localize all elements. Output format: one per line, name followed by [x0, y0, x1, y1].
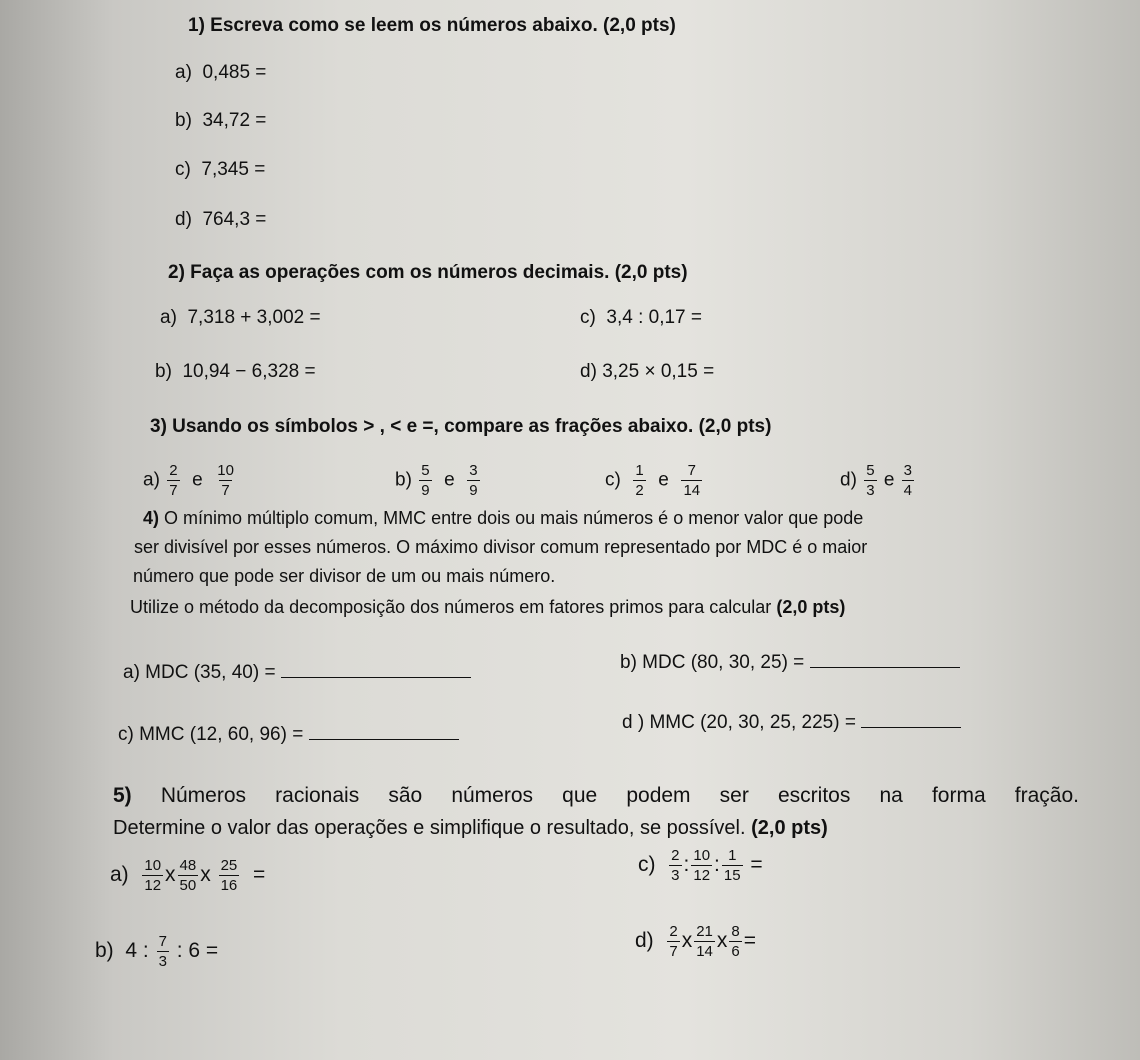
item-expression: 10,94 − 6,328 =: [182, 361, 316, 382]
item-label: a): [160, 307, 177, 328]
fraction: $\frac{2}{7}$: [669, 923, 678, 960]
times-symbol: x: [681, 929, 693, 953]
fraction: $\frac{10}{12}$: [693, 847, 711, 884]
q5-line-2: [113, 817, 828, 840]
division-symbol: :: [683, 853, 690, 877]
item-label: d): [635, 929, 654, 953]
question-1-title: 1) Escreva como se leem os números abaixo. (2,0 pts): [188, 15, 676, 36]
item-label: b): [155, 361, 172, 382]
q4-line-3: número que pode ser divisor de um ou mais número.: [133, 566, 556, 586]
item-label: b): [95, 939, 114, 963]
fraction: $\frac{2}{3}$: [671, 847, 680, 884]
question-number: 4): [143, 508, 160, 528]
paragraph-text: Números racionais são números que podem ser escritos na forma fração.: [160, 784, 1079, 807]
question-3-title: 3) Usando os símbolos > , < e =, compare as frações abaixo. (2,0 pts): [150, 416, 772, 437]
q2-item-b: [155, 361, 316, 383]
item-expression: 4 :: [125, 939, 149, 963]
q2-item-a: [160, 307, 321, 329]
q4-item-d: [622, 712, 961, 734]
item-label: a): [143, 469, 160, 491]
connector-text: e: [192, 469, 203, 491]
q3-item-a: [143, 463, 238, 498]
fraction: $\frac{48}{50}$: [179, 857, 197, 894]
times-symbol: x: [200, 863, 211, 887]
fraction: $\frac{1}{15}$: [723, 847, 741, 884]
item-expression: 7,345 =: [201, 159, 266, 180]
answer-blank[interactable]: [281, 677, 471, 678]
times-symbol: x: [165, 863, 176, 887]
fraction: $\frac{5}{3}$: [866, 462, 875, 499]
q1-item-c: [175, 159, 265, 181]
fraction: $\frac{21}{14}$: [696, 923, 713, 960]
item-expression: c) MMC (12, 60, 96) =: [118, 724, 304, 745]
item-label: a): [175, 62, 192, 83]
item-label: b): [395, 469, 412, 491]
item-expression: 764,3 =: [202, 209, 267, 230]
q4-item-b: [620, 652, 960, 674]
item-label: c): [580, 307, 596, 328]
equals-symbol: =: [743, 929, 756, 953]
item-label: d): [175, 209, 192, 230]
fraction: $\frac{10}{12}$: [144, 857, 162, 894]
answer-blank[interactable]: [810, 667, 960, 668]
item-expression: 3,4 : 0,17 =: [606, 307, 702, 328]
fraction: $\frac{10}{7}$: [217, 462, 234, 499]
q2-item-c: [580, 307, 702, 329]
fraction: $\frac{3}{9}$: [469, 462, 478, 499]
answer-blank[interactable]: [309, 739, 459, 740]
q5-item-a: [110, 858, 265, 893]
connector-text: e: [444, 469, 455, 491]
item-expression: : 6 =: [176, 939, 219, 963]
item-expression: 3,25 × 0,15 =: [602, 361, 715, 382]
connector-text: e: [883, 469, 895, 491]
item-label: b): [175, 110, 192, 131]
answer-blank[interactable]: [861, 727, 961, 728]
q4-item-a: [123, 662, 471, 684]
fraction: $\frac{5}{9}$: [421, 462, 430, 499]
fraction: $\frac{7}{3}$: [158, 933, 167, 970]
item-expression: 7,318 + 3,002 =: [187, 307, 321, 328]
item-label: c): [605, 469, 621, 491]
fraction: $\frac{7}{14}$: [683, 462, 701, 499]
q4-line-2: ser divisível por esses números. O máximo divisor comum representado por MDC é o maior: [134, 537, 868, 557]
fraction: $\frac{8}{6}$: [731, 923, 740, 960]
fraction: $\frac{3}{4}$: [903, 462, 913, 499]
item-expression: 0,485 =: [202, 62, 267, 83]
q1-item-b: [175, 110, 266, 132]
fraction: $\frac{1}{2}$: [635, 462, 644, 499]
q5-item-b: [95, 934, 218, 969]
points-label: (2,0 pts): [776, 597, 846, 617]
division-symbol: :: [714, 853, 720, 877]
question-2-title: 2) Faça as operações com os números decimais. (2,0 pts): [168, 262, 688, 283]
q5-item-d: [635, 924, 756, 959]
q1-item-d: [175, 209, 266, 231]
fraction: $\frac{25}{16}$: [220, 857, 238, 894]
item-expression: b) MDC (80, 30, 25) =: [620, 652, 805, 673]
equals-symbol: =: [252, 863, 266, 887]
q4-line-4: [130, 597, 845, 618]
question-number: 5): [113, 784, 132, 807]
q3-item-b: [395, 463, 482, 498]
item-label: a): [110, 863, 129, 887]
paragraph-text: Utilize o método da decomposição dos números em fatores primos para calcular: [130, 597, 772, 617]
q2-item-d: [580, 361, 714, 383]
q1-item-a: [175, 62, 266, 84]
item-label: c): [638, 853, 656, 877]
points-label: (2,0 pts): [751, 817, 828, 839]
connector-text: e: [658, 469, 669, 491]
paragraph-text: Determine o valor das operações e simplifique o resultado, se possível.: [113, 817, 746, 839]
item-label: c): [175, 159, 191, 180]
q3-item-c: [605, 463, 704, 498]
q3-item-d: [840, 463, 916, 498]
fraction: $\frac{2}{7}$: [169, 462, 178, 499]
item-label: d): [580, 361, 597, 382]
q5-item-c: [638, 848, 763, 883]
item-expression: d ) MMC (20, 30, 25, 225) =: [622, 712, 856, 733]
item-expression: 34,72 =: [202, 110, 267, 131]
item-label: d): [840, 469, 857, 491]
q4-line-1: [143, 508, 863, 529]
equals-symbol: =: [750, 853, 763, 877]
paragraph-text: O mínimo múltiplo comum, MMC entre dois ou mais números é o menor valor que pode: [164, 508, 864, 528]
times-symbol: x: [716, 929, 728, 953]
q5-line-1: [113, 784, 1079, 808]
q4-item-c: [118, 724, 459, 746]
item-expression: a) MDC (35, 40) =: [123, 662, 276, 683]
